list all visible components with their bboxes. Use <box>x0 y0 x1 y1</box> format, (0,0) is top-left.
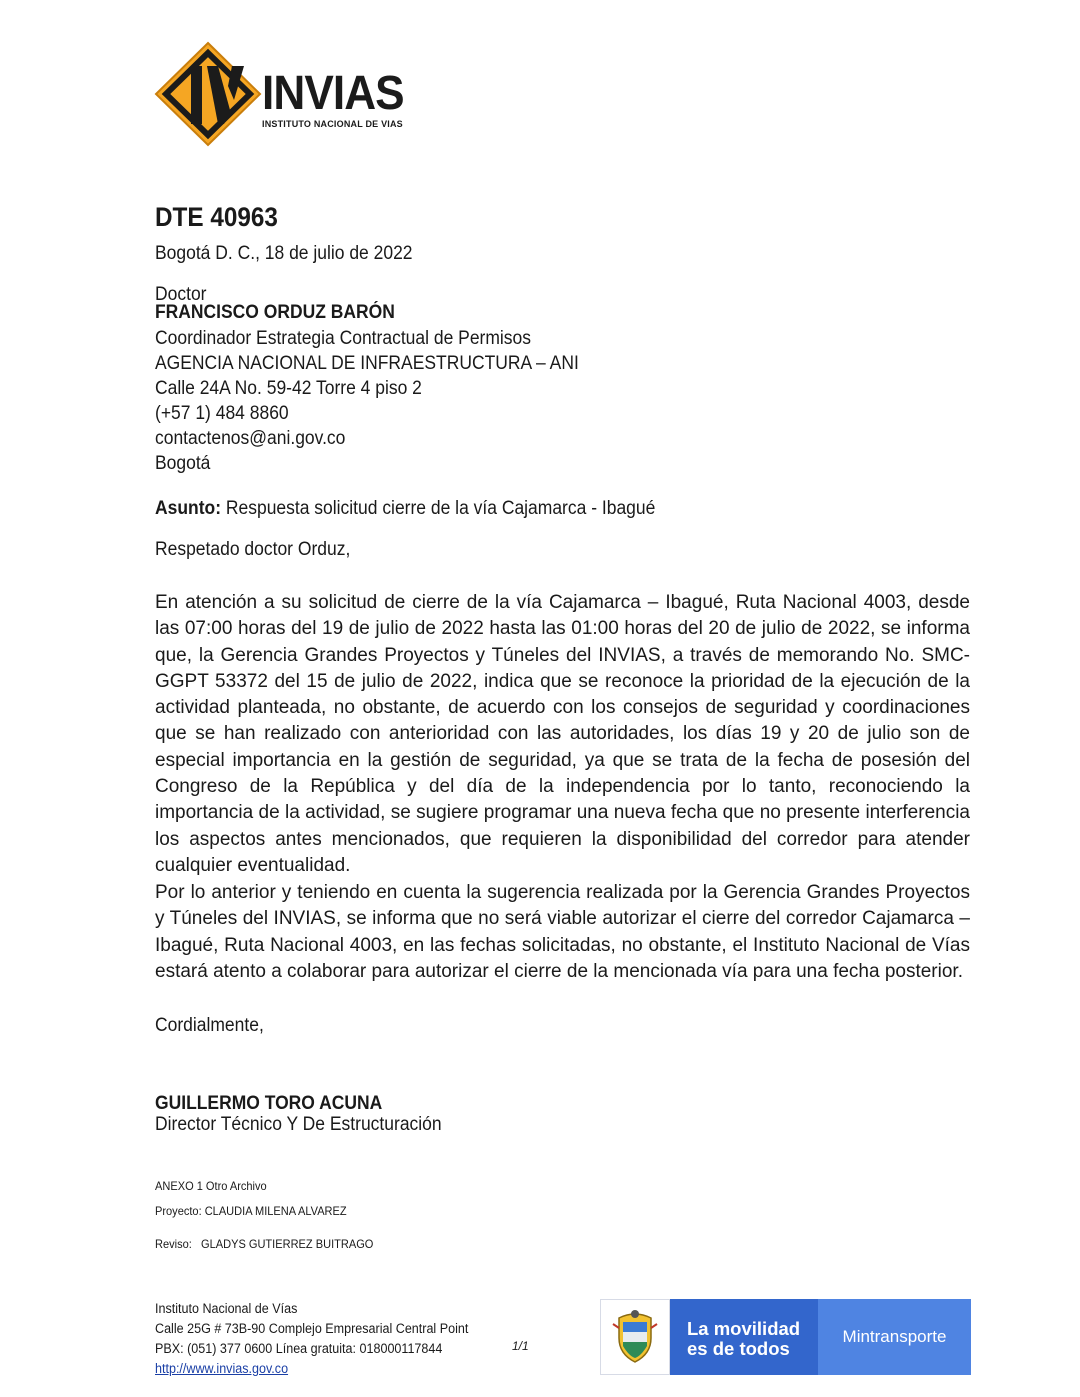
government-banner <box>600 1299 971 1375</box>
body-paragraph-1: En atención a su solicitud de cierre de la vía Cajamarca – Ibagué, Ruta Nacional 4003, desde las 07:00 horas del 19 de julio de 2022 hasta las 01:00 horas del 20 de julio de 2022, se informa que, la Gerencia Grandes Proyectos y Túneles del INVIAS, a través de memorando No. SMC-GGPT 53372 del 15 de julio de 2022, indica que se reconoce la prioridad de la ejecución de la actividad planteada, no obstante, de acuerdo con los consejos de seguridad y coordinaciones que se han realizado con anterioridad con las autoridades, los días 19 y 20 de julio son de especial importancia en la gestión de seguridad, ya que se trata de la fecha de posesión del Congreso de la República y del día de la independencia por lo tanto, reconociendo la importancia de la actividad, se sugiere programar una nueva fecha que no presente interferencia los aspectos antes mencionados, que requieren la disponibilidad del corredor para atender cualquier eventualidad. <box>155 592 970 876</box>
greeting: Respetado doctor Orduz, <box>155 539 351 560</box>
recipient-city: Bogotá <box>155 453 211 474</box>
page-number: 1/1 <box>512 1339 529 1353</box>
movilidad-slogan <box>670 1299 818 1375</box>
subject-line <box>155 498 655 520</box>
review-note: Reviso: GLADYS GUTIERREZ BUITRAGO <box>155 1237 374 1251</box>
recipient-phone: (+57 1) 484 8860 <box>155 403 289 424</box>
coat-of-arms-icon <box>600 1299 670 1375</box>
invias-logo <box>152 40 422 150</box>
recipient-name: FRANCISCO ORDUZ BARÓN <box>155 302 395 323</box>
logo-subtitle: INSTITUTO NACIONAL DE VIAS <box>262 119 403 129</box>
recipient-position: Coordinador Estrategia Contractual de Permisos <box>155 328 532 349</box>
subject-text: Respuesta solicitud cierre de la vía Cajamarca - Ibagué <box>225 498 656 519</box>
annex-note: ANEXO 1 Otro Archivo <box>155 1179 267 1193</box>
slogan-line-1: La movilidad <box>687 1318 801 1339</box>
slogan-line-2: es de todos <box>687 1338 790 1359</box>
project-note: Proyecto: CLAUDIA MILENA ALVAREZ <box>155 1204 347 1218</box>
logo-wordmark: INVIAS <box>262 67 404 120</box>
recipient-title: Doctor <box>155 284 207 305</box>
footer-phones: PBX: (051) 377 0600 Línea gratuita: 018000117844 <box>155 1341 443 1356</box>
recipient-address: Calle 24A No. 59-42 Torre 4 piso 2 <box>155 378 422 399</box>
mintransporte-label: Mintransporte <box>818 1299 971 1375</box>
footer-institution: Instituto Nacional de Vías <box>155 1301 298 1316</box>
place-date: Bogotá D. C., 18 de julio de 2022 <box>155 243 413 264</box>
footer-url-link[interactable]: http://www.invias.gov.co <box>155 1361 289 1376</box>
subject-label: Asunto: <box>155 498 222 519</box>
body-paragraph-2: Por lo anterior y teniendo en cuenta la sugerencia realizada por la Gerencia Grandes Proyectos y Túneles del INVIAS, se informa que no será viable autorizar el cierre del corredor Cajamarca – Ibagué, Ruta Nacional 4003, en las fechas solicitadas, no obstante, el Instituto Nacional de Vías estará atento a colaborar para autorizar el cierre de la mencionada vía para una fecha posterior. <box>155 882 970 982</box>
signer-name: GUILLERMO TORO ACUNA <box>155 1093 383 1114</box>
closing: Cordialmente, <box>155 1015 264 1036</box>
footer-address: Calle 25G # 73B-90 Complejo Empresarial Central Point <box>155 1321 469 1336</box>
recipient-organization: AGENCIA NACIONAL DE INFRAESTRUCTURA – ANI <box>155 353 579 374</box>
recipient-email: contactenos@ani.gov.co <box>155 428 346 449</box>
document-number: DTE 40963 <box>155 202 278 232</box>
signer-position: Director Técnico Y De Estructuración <box>155 1114 442 1135</box>
invias-diamond-icon <box>152 40 264 148</box>
